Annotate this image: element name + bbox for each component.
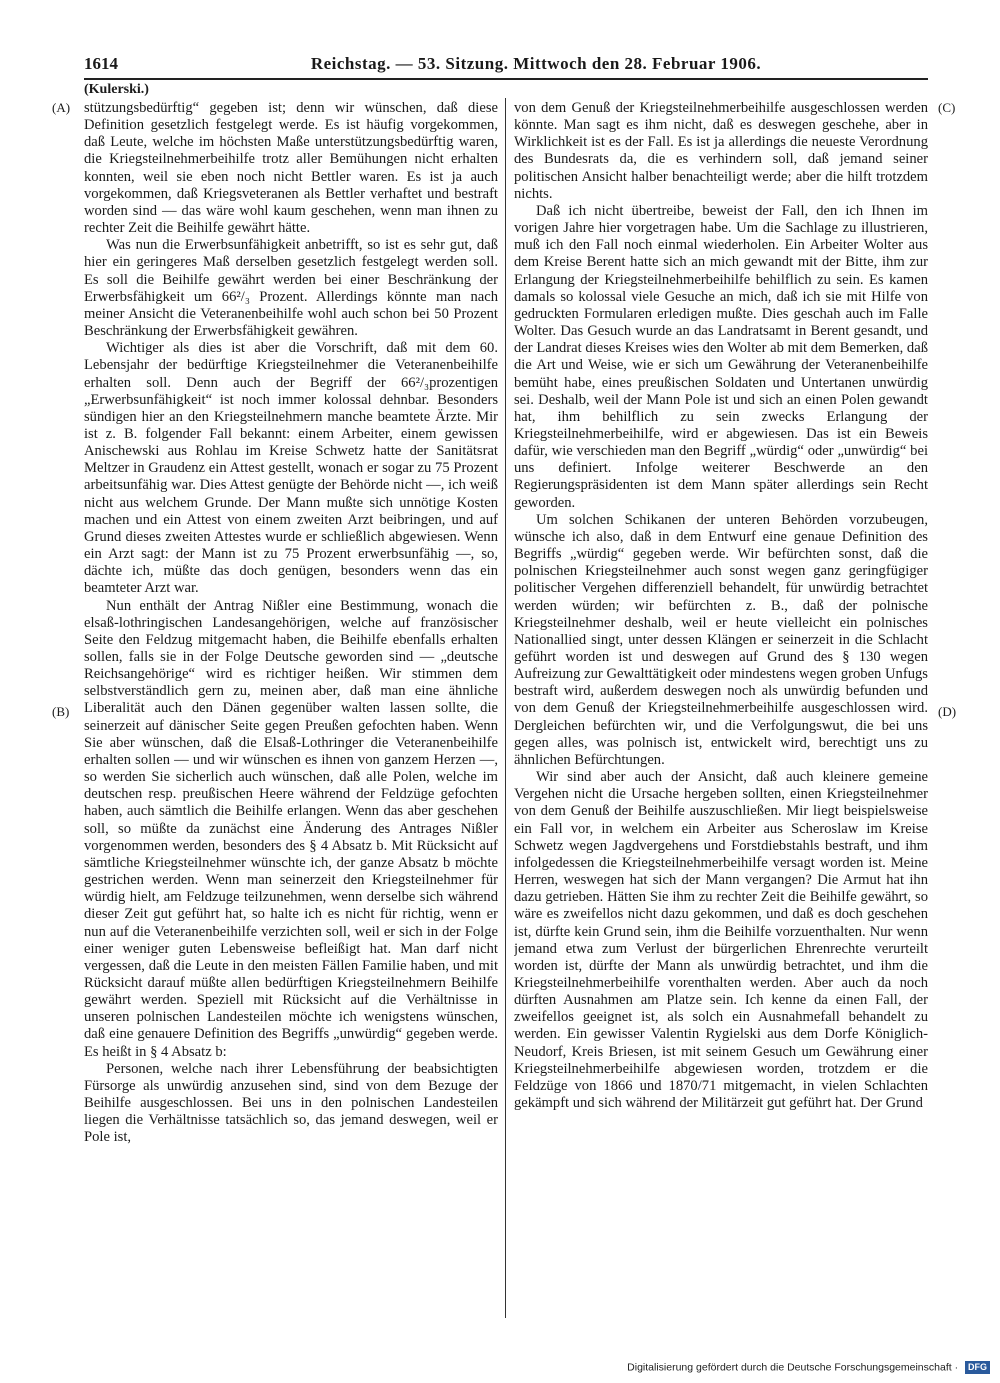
paragraph: von dem Genuß der Kriegsteilnehmerbeihilfe ausgeschlossen werden könnte. Man sagt es ihm nicht, daß es deswegen geschehe, aber in Wirklichkeit ist es der Fall. Es ist ja allerdings die neueste Verordnung des Bundesrats da, die es verhindern soll, daß jemand seiner politischen Ansicht halber benachteiligt werde; aber die hilft trotzdem nichts. (514, 100, 928, 202)
paragraph: Nun enthält der Antrag Nißler eine Bestimmung, wonach die elsaß-lothringischen Landesangehörigen, welche auf französischer Seite den Feldzug mitgemacht haben, die Beihilfe ebenfalls erhalten sollen, falls sie in der Folge Deutsche geworden sind — „deutsche Reichsangehörige“ wird es richtiger heißen. Wir stimmen dem selbstverständlich gern zu, meinen aber, daß man eine ähnliche Liberalität auch den Dänen gegenüber walten lassen sollte, die seinerzeit auf dänischer Seite gegen Preußen gefochten haben. Wenn Sie aber wünschen, daß die Elsaß-Lothringer die Veteranenbeihilfe erhalten sollen — und wir wünschen es ihnen von ganzem Herzen —, so werden Sie sicherlich auch wünschen, daß alle Polen, welche im deutschen resp. preußischen Heere während der Feldzüge gefochten haben, auch sämtlich die Beihilfe erlangen. Wenn das aber geschehen soll, so müßte da zunächst eine Änderung des Antrages Nißler vorgenommen werden, besonders des § 4 Absatz b. Mit Rücksicht auf sämtliche Kriegsteilnehmer wünschte ich, der ganze Absatz b möchte gestrichen werden. Wenn man seinerzeit den Kriegsteilnehmer für würdig hielt, am Feldzuge teilzunehmen, wenn derselbe sich während dieser Zeit gut geführt hat, so halte ich es nicht für richtig, wenn er nun auf die Veteranenbeihilfe verzichten soll, weil er sich in der Folge einer weniger guten Lebensweise befleißigt hat. Man darf nicht vergessen, daß die Leute in den meisten Fällen Familie haben, und mit Rücksicht darauf müßte allen bedürftigen Kriegsteilnehmern Beihilfe gewährt werden. Speziell mit Rücksicht auf die Verhältnisse in unseren polnischen Landesteilen möchte ich wenigstens wünschen, daß eine genauere Definition des Begriffs „unwürdig“ gegeben werde. Es heißt in § 4 Absatz b: (84, 597, 498, 1060)
column-divider (505, 98, 506, 1318)
margin-mark-a: (A) (52, 100, 71, 115)
left-column (84, 100, 498, 1310)
paragraph: Was nun die Erwerbsunfähigkeit anbetrifft, so ist es sehr gut, daß hier ein geringeres Maß derselben gesetzlich festgelegt werden soll. Es soll die Beihilfe gewährt werden bei einer Beschränkung der Erwerbsfähigkeit um 66²/₃ Prozent. Allerdings könnte man nach meiner Ansicht die Veteranenbeihilfe wohl auch schon bei 50 Prozent Beschränkung der Erwerbsfähigkeit gewähren. (84, 237, 498, 340)
paragraph: Um solchen Schikanen der unteren Behörden vorzubeugen, wünsche ich also, daß in dem Entwurf eine genaue Definition des Begriffs „würdig“ gegeben werde. Wir befürchten sonst, daß die polnischen Kriegsteilnehmer auch sonst wegen ganz geringfügiger politischer Vergehen differenziell behandelt, für unwürdig betrachtet werden würden; wir befürchten z. B., daß der polnische Kriegsteilnehmer deshalb, weil er heute vielleicht ein polnisches Nationallied singt, unter dessen Klängen er seinerzeit in die Schlacht geführt worden ist und deswegen auf Grund des § 130 wegen Aufreizung zur Gewalttätigkeit oder mindestens wegen groben Unfugs bestraft wird, außerdem deswegen noch als unwürdig befunden und von dem Genuß der Kriegsteilnehmerbeihilfe ausgeschlossen wird. Dergleichen befürchten wir, und die Verfolgungswut, die bei uns gegen alles, was polnisch ist, entwickelt wird, berechtigt uns zu ähnlichen Befürchtungen. (514, 511, 928, 768)
footer-text: Digitalisierung gefördert durch die Deutsche Forschungsgemeinschaft · (627, 1361, 959, 1374)
paragraph: Daß ich nicht übertreibe, beweist der Fall, den ich Ihnen im vorigen Jahre hier vorgetragen habe. Um die Sachlage zu illustrieren, muß ich den Fall noch einmal wiederholen. Ein Arbeiter Wolter aus dem Kreise Berent hatte sich an mich gewandt mit der Bitte, ihm zur Erlangung der Kriegsteilnehmerbeihilfe behilflich zu sein. Es kamen damals so kolossal viele Gesuche an mich, daß ich sie mit Hilfe von gedruckten Formularen erledigen mußte. Dies geschah auch im Falle Wolter. Das Gesuch wurde an das Landratsamt in Berent gesandt, und der Landrat dieses Kreises wies den Wolter ab mit dem Bemerken, daß die Art und Weise, wie er sich um Gewährung der Veteranenbeihilfe bemüht habe, eines preußischen Soldaten und Untertanen unwürdig sei. Deshalb, weil der Mann Pole ist und sich an einen Polen gewandt hat, ihm behilflich zu sein zwecks Erlangung der Kriegsteilnehmerbeihilfe, wird er abgewiesen. Das ist ein Beweis dafür, wie verschieden man den Begriff „würdig“ oder „unwürdig“ bei uns definiert. Infolge weiterer Beschwerde an den Regierungspräsidenten ist dem Mann später allerdings sein Recht geworden. (514, 202, 928, 511)
dfg-logo: DFG (965, 1361, 990, 1374)
margin-mark-d: (D) (938, 704, 957, 719)
page-number: 1614 (84, 54, 118, 73)
speaker-name: (Kulerski.) (84, 82, 149, 97)
header-title: Reichstag. — 53. Sitzung. Mittwoch den 28. Februar 1906. (310, 54, 762, 73)
margin-mark-b: (B) (52, 704, 70, 719)
quoted-paragraph: Personen, welche nach ihrer Lebensführung der beabsichtigten Fürsorge als unwürdig anzusehen sind, sind von dem Bezuge der Beihilfe ausgeschlossen. Bei uns in den polnischen Landesteilen liegen die Verhältnisse tatsächlich so, das jemand deswegen, weil er Pole ist, (84, 1060, 498, 1146)
running-header (84, 52, 928, 80)
paragraph: Wir sind aber auch der Ansicht, daß auch kleinere gemeine Vergehen nicht die Ursache hergeben sollten, einen Kriegsteilnehmer von dem Genuß der Beihilfe auszuschließen. Mir liegt beispielsweise ein Fall vor, in welchem ein Arbeiter aus Scheroslaw im Kreise Schwetz wegen Jagdvergehens und Forstdiebstahls bestraft, und ihm infolgedessen die Kriegsteilnehmerbeihilfe versagt worden ist. Meine Herren, weswegen hat sich der Mann vergangen? Die Armut hat ihn dazu getrieben. Hätten Sie ihm zu rechter Zeit die Beihilfe gewährt, so wäre es zweifellos nicht dazu gekommen, und daß es doch geschehen ist, dürfte kein Grund sein, ihm die Beihilfe vorzuenthalten. Nur wenn jemand etwa zum Verlust der bürgerlichen Ehrenrechte verurteilt worden ist, dürfte der Mann als unwürdig betrachtet, und ihm die Kriegsteilnehmerbeihilfe vorenthalten werden. Aber auch da noch dürften Ausnahmen am Platze sein. Ich kenne da einen Fall, der zweifellos geeignet ist, als solch ein Ausnahmefall behandelt zu werden. Ein gewisser Valentin Rygielski aus dem Dorfe Königlich-Neudorf, Kreis Briesen, ist mit seinem Gesuch um Gewährung einer Kriegsteilnehmerbeihilfe abgewiesen worden, trotzdem er die Feldzüge von 1866 und 1870/71 mitgemacht, in vielen Schlachten gekämpft und sich während der Militärzeit gut geführt hat. Der Grund (514, 769, 928, 1112)
digitization-footer (600, 1361, 990, 1374)
paragraph: Wichtiger als dies ist aber die Vorschrift, daß mit dem 60. Lebensjahr der bedürftige Kriegsteilnehmer die Veteranenbeihilfe erhalten soll. Denn auch der Begriff der 66²/₃prozentigen „Erwerbsunfähigkeit“ ist noch immer kolossal dehnbar. Besonders sündigen hier an den Kriegsteilnehmern manche beamtete Ärzte. Mir ist z. B. folgender Fall bekannt: einem Arbeiter, einem gewissen Anischewski aus Rohlau im Kreise Schwetz hatte der Sanitätsrat Meltzer in Graudenz ein Attest gestellt, wonach er sogar zu 75 Prozent arbeitsunfähig war. Dies Attest genügte der Behörde nicht —, ich weiß nicht aus welchem Grunde. Der Mann mußte sich unnötige Kosten machen und ein Attest von einem zweiten Arzt beibringen, und auf Grund dieses zweiten Attestes wurde er schließlich abgewiesen. Wenn ein Arzt sagt: der Mann ist zu 75 Prozent erwerbsunfähig —, so, dächte ich, müßte das doch genügen, besonders wenn das ein beamteter Arzt war. (84, 340, 498, 597)
paragraph: stützungsbedürftig“ gegeben ist; denn wir wünschen, daß diese Definition gesetzlich festgelegt werde. Es ist häufig vorgekommen, daß Leute, welche im höchsten Maße unterstützungsbedürftig waren, die Kriegsteilnehmerbeihilfe trotz aller Bemühungen nicht erhalten konnten, weil sie eben noch nicht Bettler waren. Es ist ja auch vorgekommen, daß Kriegsveteranen als Bettler verhaftet und bestraft worden sind — das wäre wohl kaum geschehen, wenn man ihnen zu rechter Zeit die Beihilfe gewährt hätte. (84, 100, 498, 237)
margin-mark-c: (C) (938, 100, 956, 115)
right-column (514, 100, 928, 1310)
